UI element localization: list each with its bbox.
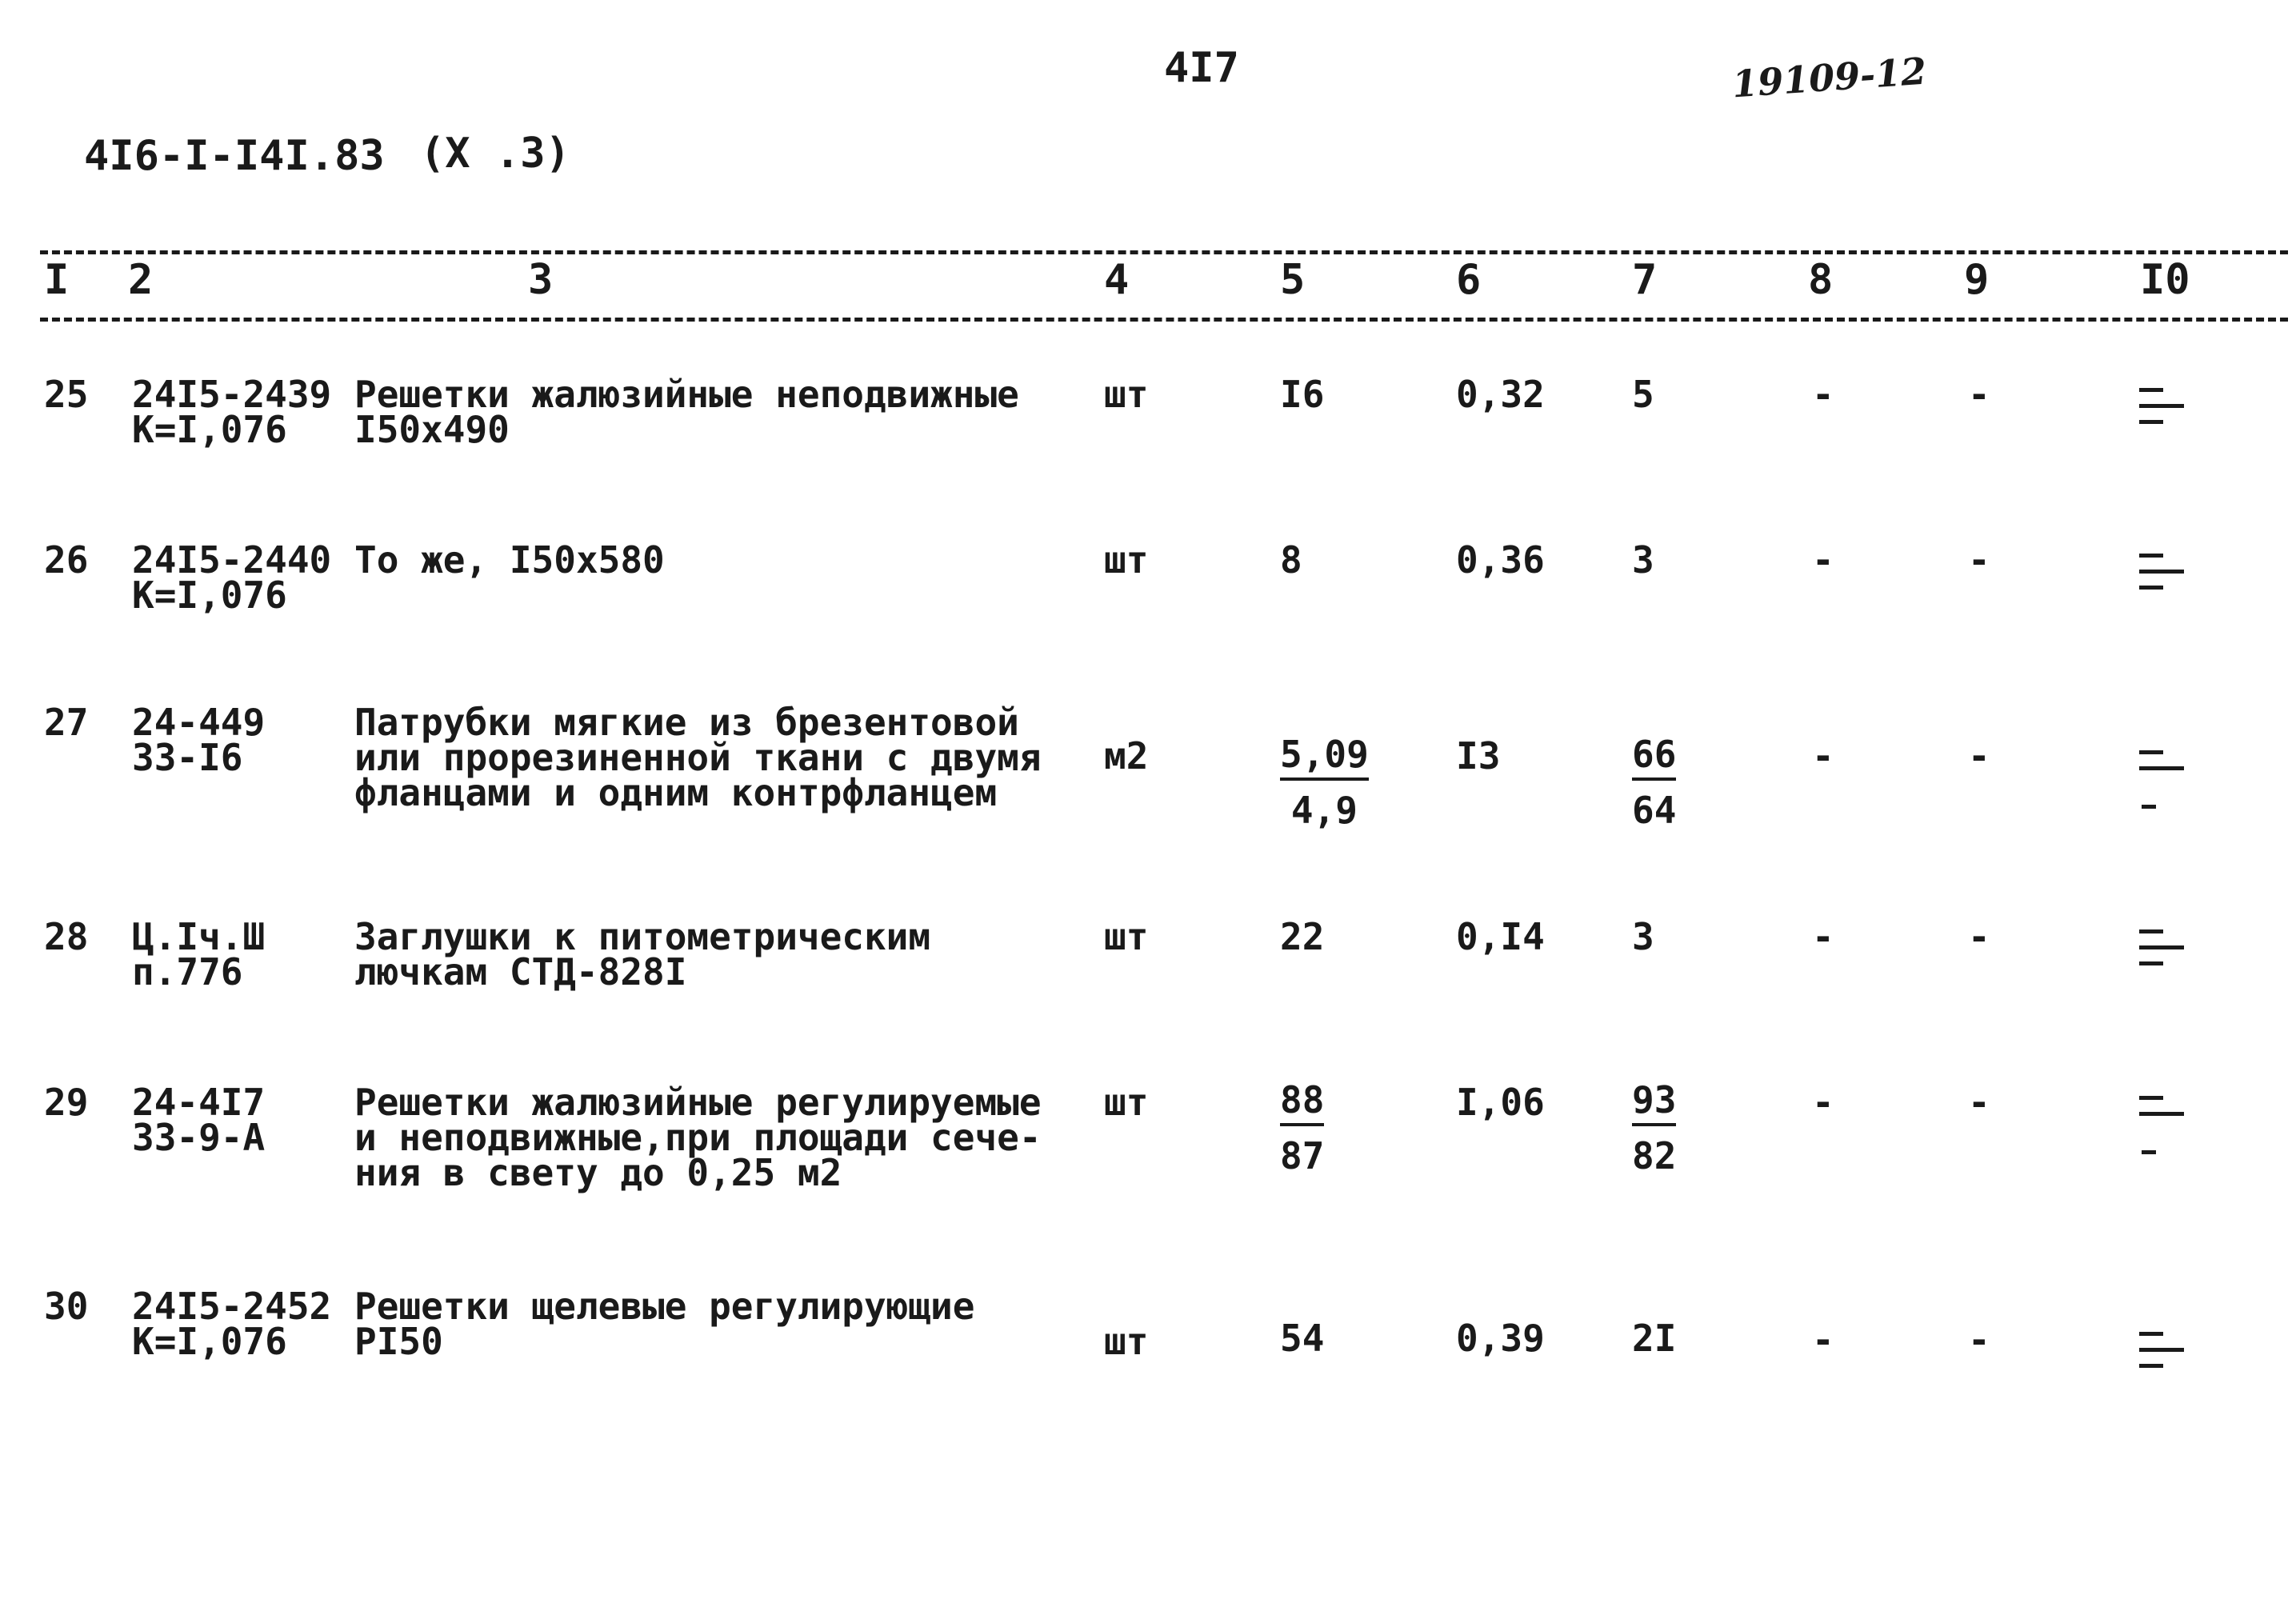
ditto-dash [2142,805,2156,809]
row-col9: - [1968,373,1990,416]
ditto-mark [2136,554,2187,610]
row-col8: - [1812,373,1834,416]
row-code-line: К=I,076 [132,1320,287,1363]
page-number: 4I7 [1164,44,1239,92]
ditto-mark [2136,929,2187,985]
row-code-line: 24-449 [132,701,266,744]
row-col7: 3 [1632,915,1654,958]
row-col9: - [1968,1081,1990,1124]
column-header-8: 8 [1808,256,1834,304]
row-col7: 3 [1632,538,1654,582]
column-header-7: 7 [1632,256,1658,304]
column-header-3: 3 [528,256,554,304]
row-col7-fraction [1632,1078,1677,1177]
row-col8: - [1812,915,1834,958]
row-col7: 5 [1632,373,1654,416]
row-col9: - [1968,734,1990,778]
row-name-line: лючкам СТД-828I [354,950,687,993]
row-col8: - [1812,1081,1834,1124]
row-name-line: Заглушки к питометрическим [354,915,931,958]
row-col5: 8 [1280,538,1302,582]
handwritten-number: 19109-12 [1730,49,1928,106]
row-name-line: Патрубки мягкие из брезентовой [354,701,1019,744]
row-number: 25 [44,373,89,416]
row-code-line: 24I5-2440 [132,538,332,582]
row-name-line: фланцами и одним контрфланцем [354,771,998,814]
ditto-mark [2136,1332,2187,1388]
row-col9: - [1968,538,1990,582]
row-name-line: I50x490 [354,408,510,451]
column-header-2: 2 [128,256,154,304]
column-header-4: 4 [1104,256,1130,304]
row-col8: - [1812,1318,1834,1361]
column-header-1: I [44,256,70,304]
row-col8: - [1812,734,1834,778]
row-name-line: ния в свету до 0,25 м2 [354,1151,842,1194]
fraction-denominator: 82 [1632,1134,1677,1177]
doc-part: (X .3) [420,130,570,178]
header-top-rule [40,250,2288,254]
row-col9: - [1968,1318,1990,1361]
row-unit: шт [1104,915,1149,958]
row-col6: 0,39 [1456,1317,1545,1360]
fraction-denominator: 64 [1632,789,1677,832]
fraction-denominator: 87 [1280,1134,1325,1177]
fraction-numerator: 93 [1632,1081,1676,1126]
row-col5-fraction [1280,733,1369,832]
row-number: 27 [44,701,89,744]
row-col6: I3 [1456,734,1501,778]
row-name-line: РI50 [354,1320,443,1363]
row-code-line: п.776 [132,950,243,993]
row-unit: шт [1104,538,1149,582]
ditto-mark [2136,388,2187,444]
row-name-line: Решетки жалюзийные неподвижные [354,373,1019,416]
doc-code: 4I6-I-I4I.83 [84,132,385,180]
row-number: 28 [44,915,89,958]
row-code-line: Ц.Iч.Ш [132,915,266,958]
row-col7: 2I [1632,1317,1677,1360]
column-header-9: 9 [1964,256,1990,304]
ditto-mark [2136,1096,2187,1152]
column-header-10: I0 [2140,256,2190,304]
row-code-line: 33-I6 [132,736,243,779]
row-code-line: 33-9-А [132,1116,266,1159]
row-unit: м2 [1104,734,1149,778]
row-col5-fraction [1280,1078,1325,1177]
fraction-numerator: 66 [1632,736,1676,781]
row-code-line: 24-4I7 [132,1081,266,1124]
header-bottom-rule [40,318,2288,322]
row-name-line: и неподвижные,при площади сече- [354,1116,1042,1159]
row-name-line: То же, I50x580 [354,538,665,582]
ditto-dash [2142,1150,2156,1154]
fraction-denominator: 4,9 [1290,789,1358,832]
row-col6: I,06 [1456,1081,1545,1124]
row-col7-fraction [1632,733,1677,832]
ditto-mark [2136,750,2187,806]
row-number: 29 [44,1081,89,1124]
row-col6: 0,I4 [1456,915,1545,958]
row-code-line: К=I,076 [132,408,287,451]
fraction-numerator: 88 [1280,1081,1324,1126]
fraction-numerator: 5,09 [1280,736,1369,781]
row-col8: - [1812,538,1834,582]
column-header-6: 6 [1456,256,1482,304]
column-header-5: 5 [1280,256,1306,304]
row-col6: 0,32 [1456,373,1545,416]
row-unit: шт [1104,373,1149,416]
row-name-line: Решетки щелевые регулирующие [354,1285,975,1328]
row-name-line: Решетки жалюзийные регулируемые [354,1081,1042,1124]
row-code-line: 24I5-2452 [132,1285,332,1328]
row-code-line: К=I,076 [132,574,287,617]
row-unit: шт [1104,1320,1149,1363]
row-col9: - [1968,915,1990,958]
row-number: 30 [44,1285,89,1328]
row-code-line: 24I5-2439 [132,373,332,416]
row-col5: 22 [1280,915,1325,958]
row-unit: шт [1104,1081,1149,1124]
row-col5: I6 [1280,373,1325,416]
row-col5: 54 [1280,1317,1325,1360]
row-name-line: или прорезиненной ткани с двумя [354,736,1042,779]
row-number: 26 [44,538,89,582]
row-col6: 0,36 [1456,538,1545,582]
